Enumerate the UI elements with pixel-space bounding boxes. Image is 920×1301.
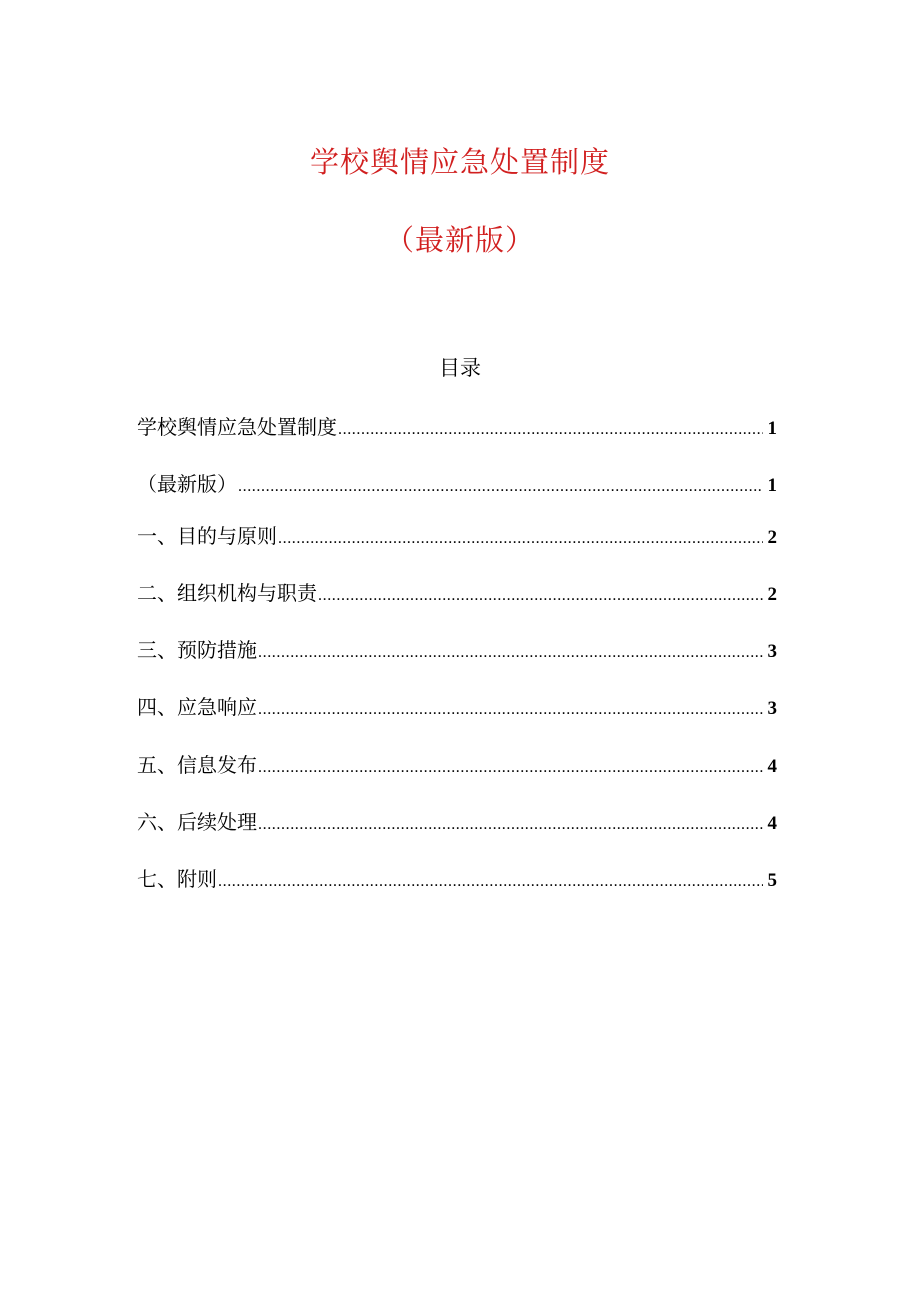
toc-entry-label: 学校舆情应急处置制度 — [137, 415, 337, 439]
toc-entry[interactable] — [137, 807, 777, 837]
toc-entry-label: 七、附则 — [137, 867, 217, 891]
toc-entry[interactable] — [137, 412, 777, 442]
toc-entry-label: 六、后续处理 — [137, 810, 257, 834]
toc-entry-page: 1 — [767, 475, 777, 496]
toc-leader-dots — [218, 867, 763, 897]
toc-entry-page: 2 — [767, 527, 777, 548]
toc-entry-label: （最新版） — [137, 472, 237, 496]
toc-entry[interactable] — [137, 578, 777, 608]
toc-entry-label: 四、应急响应 — [137, 695, 257, 719]
toc-entry-label: 一、目的与原则 — [137, 524, 277, 548]
toc-leader-dots — [238, 472, 763, 502]
toc-leader-dots — [278, 524, 763, 554]
toc-entry[interactable] — [137, 864, 777, 894]
toc-entry-page: 1 — [767, 418, 777, 439]
toc-entry-page: 3 — [767, 641, 777, 662]
toc-entry[interactable] — [137, 469, 777, 499]
toc-entry-page: 4 — [767, 756, 777, 777]
document-subtitle: （最新版） — [384, 223, 535, 257]
toc-entry[interactable] — [137, 635, 777, 665]
toc-leader-dots — [338, 415, 763, 445]
toc-leader-dots — [258, 753, 763, 783]
toc-entry-page: 3 — [767, 698, 777, 719]
toc-leader-dots — [258, 695, 763, 725]
toc-entry-label: 三、预防措施 — [137, 638, 257, 662]
toc-heading: 目录 — [439, 356, 481, 380]
toc-leader-dots — [258, 810, 763, 840]
toc-leader-dots — [318, 581, 763, 611]
toc-entry-page: 5 — [767, 870, 777, 891]
toc-entry[interactable] — [137, 692, 777, 722]
toc-entry[interactable] — [137, 750, 777, 780]
toc-entry-label: 二、组织机构与职责 — [137, 581, 317, 605]
toc-entry-page: 2 — [767, 584, 777, 605]
toc-leader-dots — [258, 638, 763, 668]
document-title: 学校舆情应急处置制度 — [309, 145, 610, 179]
toc-entry-label: 五、信息发布 — [137, 753, 257, 777]
toc-entry[interactable] — [137, 521, 777, 551]
toc-entry-page: 4 — [767, 813, 777, 834]
